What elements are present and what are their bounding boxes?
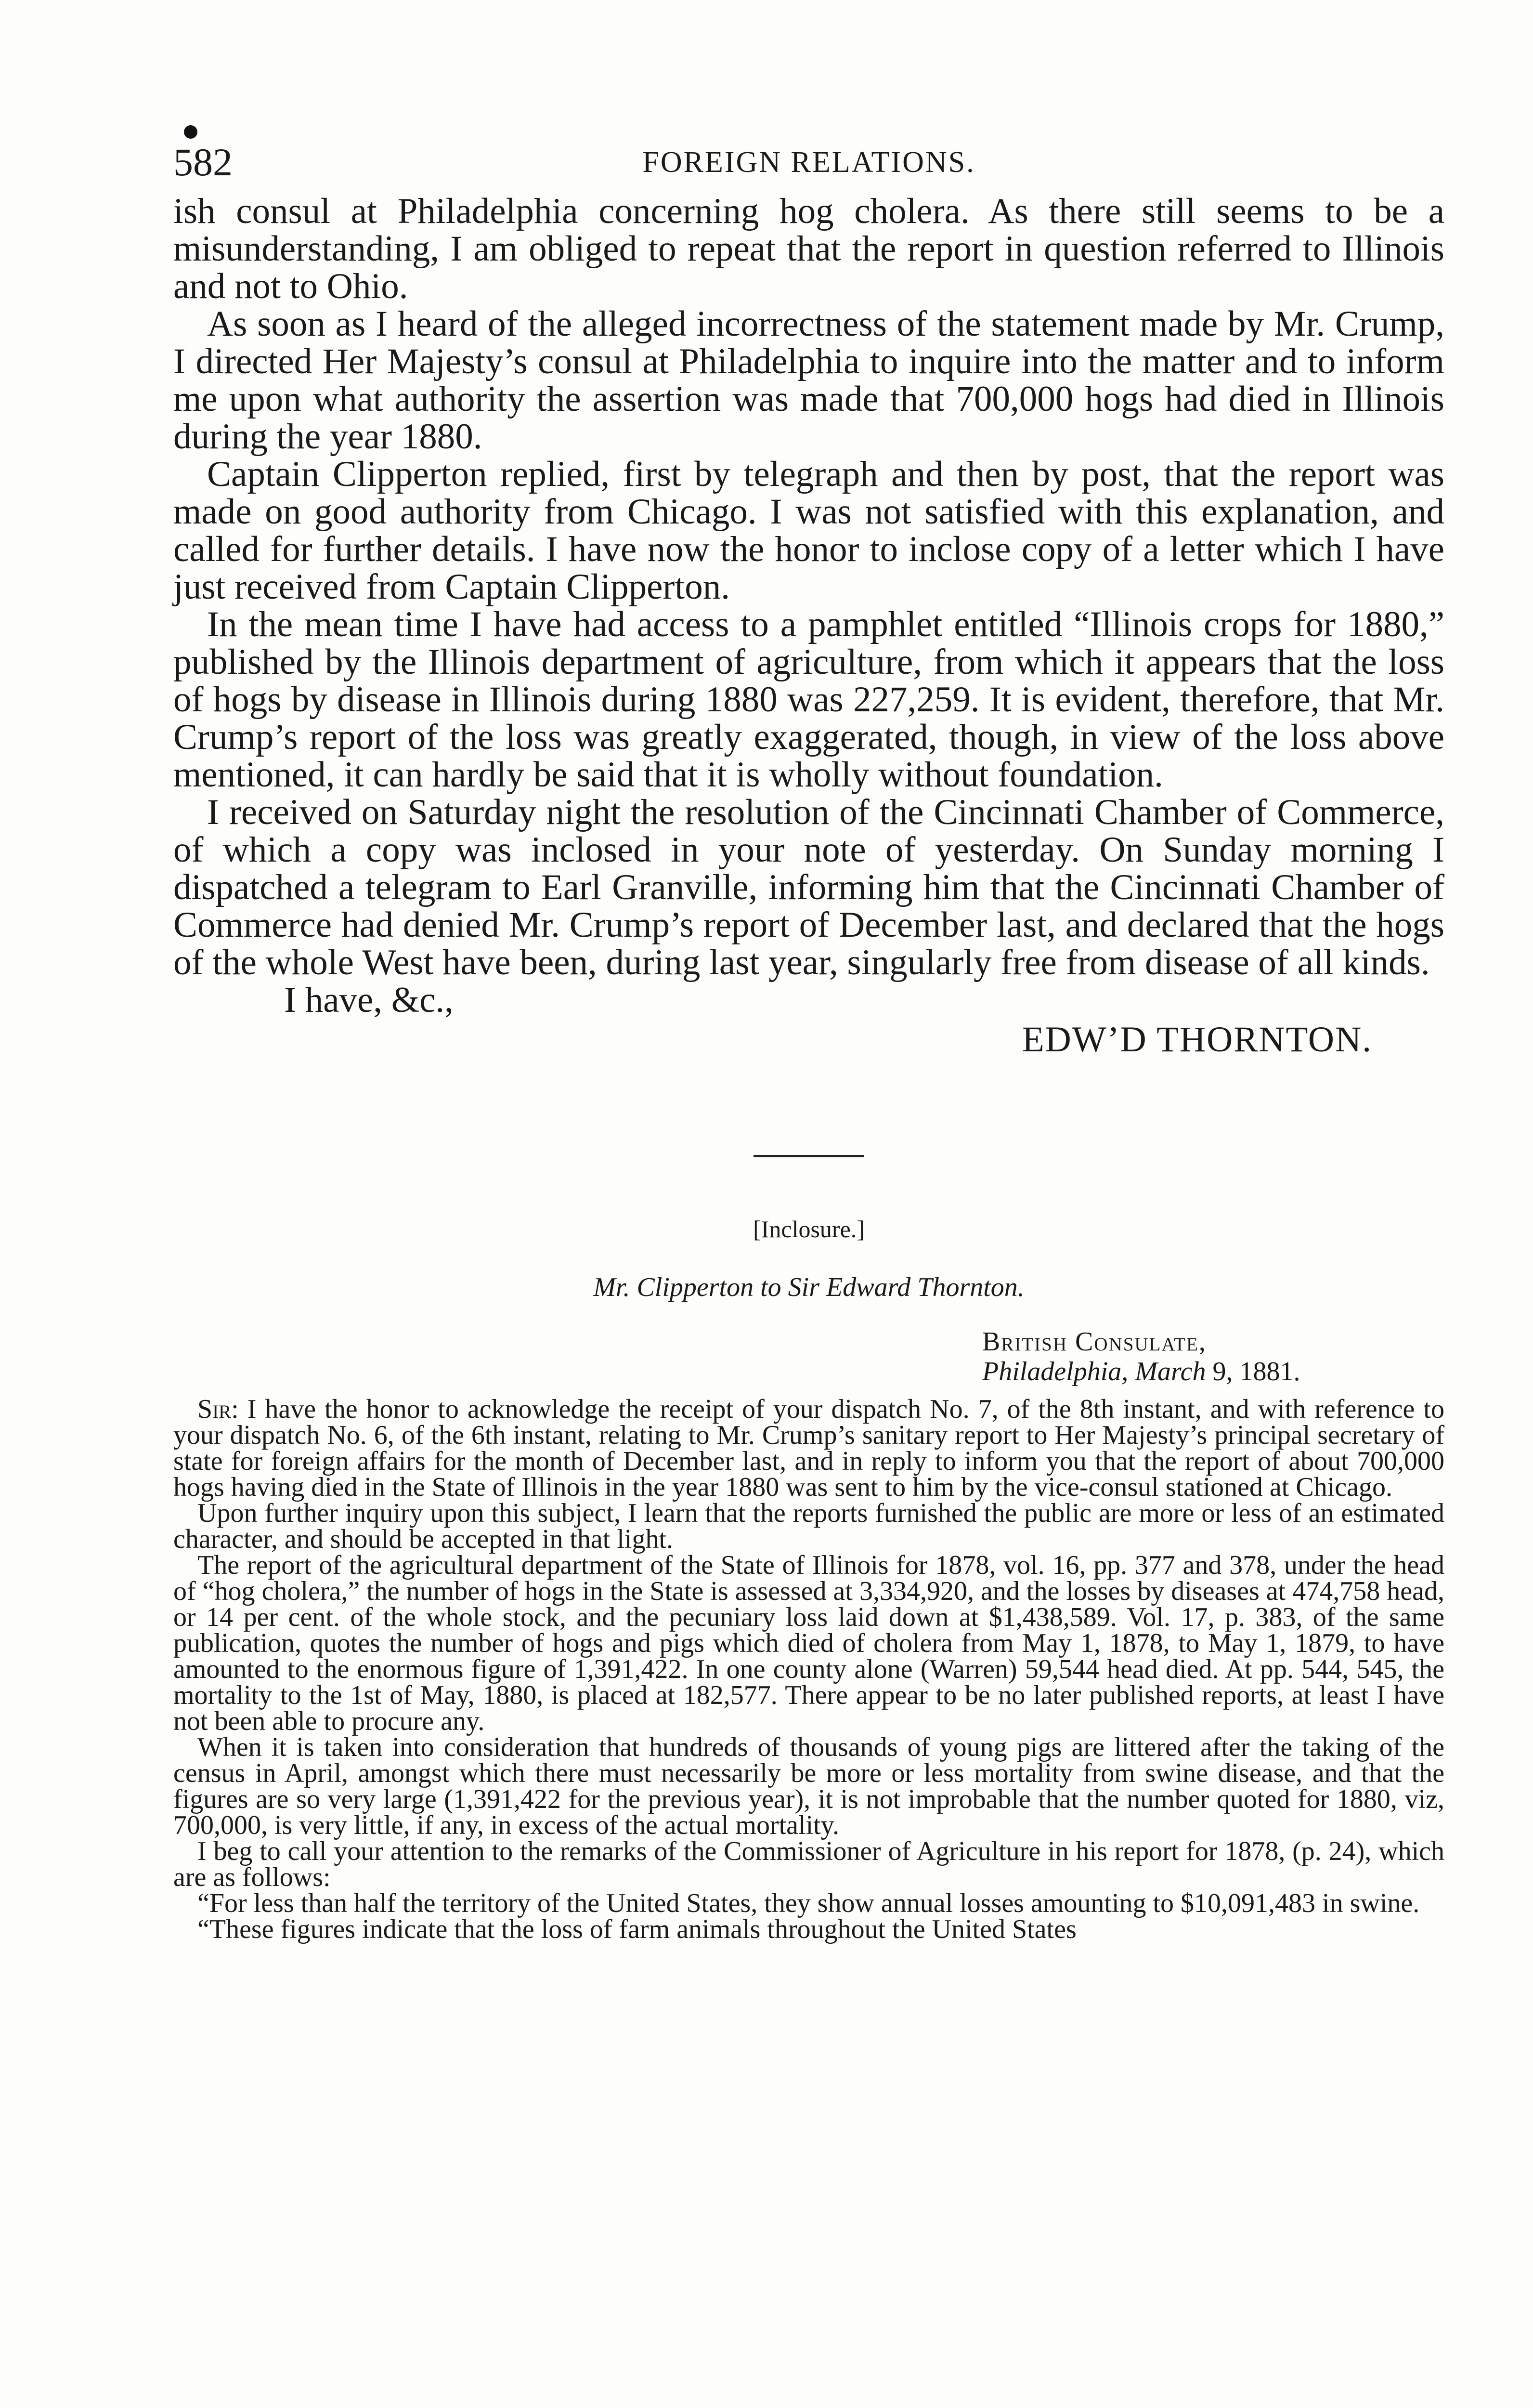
enclosure-label: [Inclosure.] (753, 1216, 865, 1243)
section-divider (754, 1155, 864, 1157)
main-paragraph: As soon as I heard of the alleged incorrectness of the statement made by Mr. Crump, I directed Her Majesty’s consul at Philadelphia to inquire into the matter and to inform me upon what authority the assertion was made that 700,000 hogs had died in Illinois during the year 1880. (173, 304, 1444, 457)
letter-quote: “These figures indicate that the loss of farm animals throughout the United States (197, 1914, 1077, 1944)
main-letter (173, 193, 1444, 1059)
main-paragraph: Captain Clipperton replied, first by telegraph and then by post, that the report was made on good authority from Chicago. I was not satisfied with this explanation, and called for further details. I have now the honor to inclose copy of a letter which I have just received from Captain Clipperton. (173, 454, 1444, 607)
letter-paragraph: Sir: I have the honor to acknowledge the receipt of your dispatch No. 7, of the 8th instant, and with reference to your dispatch No. 6, of the 6th instant, relating to Mr. Crump’s sanitary report to Her Majesty’s principal secretary of state for foreign affairs for the month of December last, and in reply to inform you that the report of about 700,000 hogs having died in the State of Illinois in the year 1880 was sent to him by the vice-consul stationed at Chicago. (173, 1394, 1444, 1502)
enclosure-title: Mr. Clipperton to Sir Edward Thornton. (593, 1272, 1025, 1302)
ink-dot-mark (184, 125, 197, 139)
page-number: 582 (173, 140, 233, 184)
letter-paragraph: When it is taken into consideration that hundreds of thousands of young pigs are littered after the taking of the census in April, amongst which there must necessarily be more or less mortality from swine disease, and that the figures are so very large (1,391,422 for the previous year), it is not improbable that the number quoted for 1880, viz, 700,000, is very little, if any, in excess of the actual mortality. (173, 1732, 1444, 1840)
salutation: Sir: (197, 1394, 239, 1424)
enclosure-letter (173, 1396, 1444, 1942)
letter-quote: “For less than half the territory of the United States, they show annual losses amounting to $10,091,483 in swine. (197, 1888, 1420, 1918)
main-paragraph: ish consul at Philadelphia concerning hog cholera. As there still seems to be a misunderstanding, I am obliged to repeat that the report in question referred to Illinois and not to Ohio. (173, 191, 1444, 306)
letter-paragraph: Upon further inquiry upon this subject, I learn that the reports furnished the public are more or less of an estimated character, and should be accepted in that light. (173, 1498, 1444, 1554)
running-title: FOREIGN RELATIONS. (642, 146, 975, 179)
letter-paragraph: I beg to call your attention to the remarks of the Commissioner of Agriculture in his report for 1878, (p. 24), which are as follows: (173, 1836, 1444, 1892)
letter-paragraph: The report of the agricultural department of the State of Illinois for 1878, vol. 16, pp. 377 and 378, under the head of “hog cholera,” the number of hogs in the State is assessed at 3,334,920, and the losses by diseases at 474,758 head, or 14 per cent. of the whole stock, and the pecuniary loss laid down at $1,438,589. Vol. 17, p. 383, of the same publication, quotes the number of hogs and pigs which died of cholera from May 1, 1878, to May 1, 1879, to have amounted to the enormous figure of 1,391,422. In one county alone (Warren) 59,544 head died. At pp. 544, 545, the mortality to the 1st of May, 1880, is placed at 182,577. There appear to be no later published reports, at least I have not been able to procure any. (173, 1550, 1444, 1736)
closing-line: I have, &c., (284, 980, 454, 1020)
dateline (982, 1327, 1444, 1387)
signature: EDW’D THORNTON. (1022, 1020, 1372, 1060)
dateline-place: British Consulate, (982, 1327, 1207, 1357)
main-paragraph: I received on Saturday night the resolution of the Cincinnati Chamber of Commerce, of which a copy was inclosed in your note of yesterday. On Sunday morning I dispatched a telegram to Earl Granville, informing him that the Cincinnati Chamber of Commerce had denied Mr. Crump’s report of December last, and declared that the hogs of the whole West have been, during last year, singularly free from disease of all kinds. (173, 792, 1444, 982)
document-page (173, 125, 1444, 1942)
page-header (173, 125, 1444, 193)
dateline-date: Philadelphia, March 9, 1881. (982, 1357, 1300, 1387)
enclosure (173, 1215, 1444, 1942)
main-paragraph: In the mean time I have had access to a pamphlet entitled “Illinois crops for 1880,” published by the Illinois department of agriculture, from which it appears that the loss of hogs by disease in Illinois during 1880 was 227,259. It is evident, therefore, that Mr. Crump’s report of the loss was greatly exaggerated, though, in view of the loss above mentioned, it can hardly be said that it is wholly without foundation. (173, 604, 1444, 795)
